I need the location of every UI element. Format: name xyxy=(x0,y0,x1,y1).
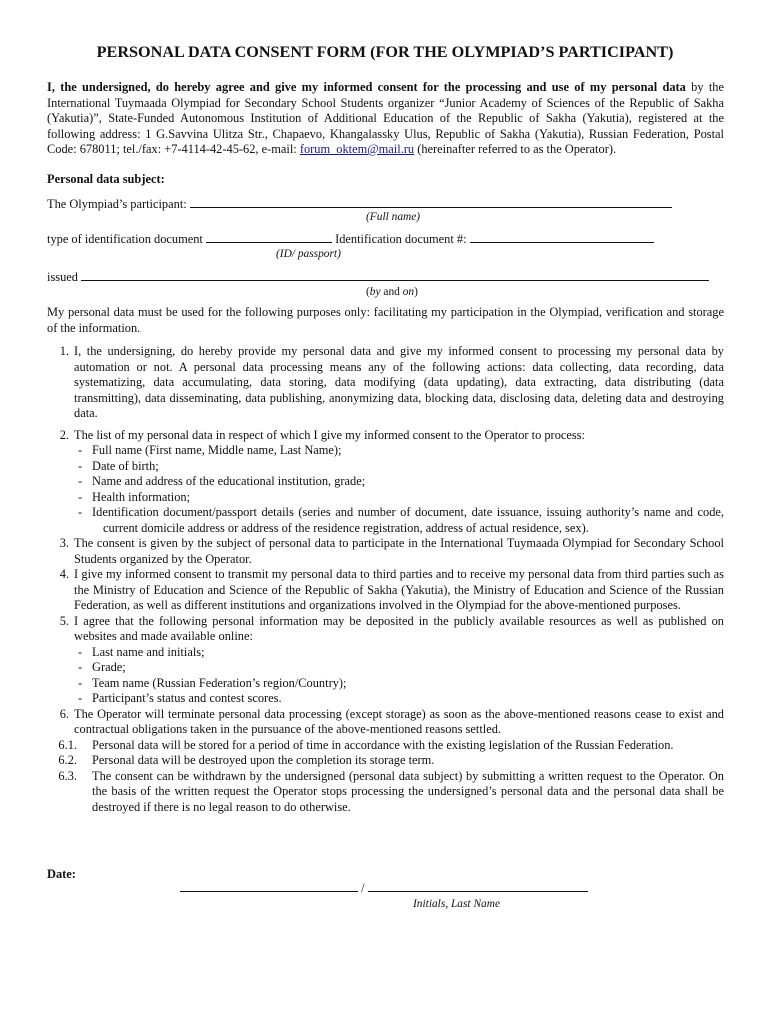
item-text: I agree that the following personal information may be deposited in the publicly available resources as well as published on websites and made available online: xyxy=(74,613,724,643)
item-number: 6.1. xyxy=(58,737,77,752)
item-number: 3. xyxy=(59,536,69,550)
item-number: 6.3. xyxy=(58,768,77,783)
consent-item-1 xyxy=(47,344,724,422)
signature-caption: Initials, Last Name xyxy=(413,898,501,910)
doc-number-blank[interactable] xyxy=(470,231,654,243)
consent-item-6-1 xyxy=(47,738,724,754)
doc-type-blank[interactable] xyxy=(206,231,332,243)
document-field-row xyxy=(47,231,654,248)
item-number: 6.2. xyxy=(58,753,77,767)
bullet-item: - Team name (Russian Federation’s region/Country); xyxy=(78,675,347,690)
consent-items-list xyxy=(47,344,724,815)
initials-blank[interactable] xyxy=(180,880,358,892)
item-text: I, the undersigning, do hereby provide my personal data and give my informed consent to processing my personal data by automation or not. A personal data processing means any of the following actions: data collecting, data recording, data systematizing, data accumulating, data storing, data modifying (data updating), data extracting, data distributing (data transmitting), data disseminating, data publishing, anonymizing data, blocking data, disclosing data, deleting data and destroying data. xyxy=(74,344,724,420)
consent-item-5 xyxy=(47,614,724,645)
signature-row xyxy=(180,880,588,897)
item-number: 2. xyxy=(59,427,69,442)
issued-blank[interactable] xyxy=(81,269,709,281)
bullet-item: - Date of birth; xyxy=(78,458,159,473)
intro-operator-details: by the International Tuymaada Olympiad for Secondary School Students organizer “Junior Academy of Sciences of the Republic of Sakha (Yakutia)”, State-Funded Autonomous Institution of Additional Education of the Republic of Sakha (Yakutia), registered at the following address: 1 G.Savvina Ulitza Str., Chapaevo, Khangalassky Ulus, Republic of Sakha (Yakutia), Russian Federation, Postal Code: 678011; tel./fax: +7-4114-42-45-62, e-mail: xyxy=(47,80,724,156)
item-number: 5. xyxy=(59,613,69,628)
participant-field-row xyxy=(47,196,672,213)
item-number: 6. xyxy=(59,706,69,721)
bullet-item: - Grade; xyxy=(78,660,126,674)
bullet-item: - Name and address of the educational institution, grade; xyxy=(78,474,366,488)
item-text: The consent can be withdrawn by the undersigned (personal data subject) by submitting a written request to the Operator. On the basis of the written request the Operator stops processing the undersigned’s personal data and the personal data shall be destroyed if there is no legal reason to do otherwise. xyxy=(92,768,724,814)
operator-email-link[interactable]: forum_oktem@mail.ru xyxy=(299,142,415,156)
form-title: PERSONAL DATA CONSENT FORM (FOR THE OLYMPIAD’S PARTICIPANT) xyxy=(96,43,674,61)
consent-item-6 xyxy=(47,707,724,738)
consent-item-6-2 xyxy=(47,753,724,769)
participant-name-blank[interactable] xyxy=(190,196,672,208)
consent-item-3 xyxy=(47,536,724,567)
intro-tail: (hereinafter referred to as the Operator). xyxy=(414,142,617,156)
bullet-item: - Participant’s status and contest scores. xyxy=(78,691,282,705)
intro-bold-statement: I, the undersigned, do hereby agree and give my informed consent for the processing and use of my personal data xyxy=(47,80,686,94)
item-text: The Operator will terminate personal data processing (except storage) as soon as the above-mentioned reasons cease to exist and contractual obligations taken in the pursuance of the above-mentioned reasons settled. xyxy=(74,706,724,736)
purposes-paragraph: My personal data must be used for the following purposes only: facilitating my participation in the Olympiad, verification and storage of the information. xyxy=(47,305,724,335)
item-text: The consent is given by the subject of personal data to participate in the International Tuymaada Olympiad for Secondary School Students organized by the Operator. xyxy=(74,536,724,566)
item-number: 4. xyxy=(59,567,69,581)
item-text: The list of my personal data in respect of which I give my informed consent to the Operator to process: xyxy=(74,427,585,442)
subject-heading: Personal data subject: xyxy=(47,172,165,186)
consent-item-4 xyxy=(47,567,724,614)
signature-slash: / xyxy=(358,881,368,895)
consent-item-2 xyxy=(47,428,724,444)
bullet-item: - Identification document/passport details (series and number of document, date issuance, issuing authority’s name and code, current domicile address or address of the residence registration, address of actual residence, sex). xyxy=(78,505,724,535)
bullet-item: - Health information; xyxy=(78,489,191,504)
item-text: Personal data will be stored for a period of time in accordance with the existing legislation of the Russian Federation. xyxy=(92,737,674,752)
issued-caption: (by and on) xyxy=(366,286,418,298)
bullet-item: - Last name and initials; xyxy=(78,644,205,659)
last-name-blank[interactable] xyxy=(368,880,588,892)
doc-caption: (ID/ passport) xyxy=(276,248,341,260)
bullet-item: - Full name (First name, Middle name, Last Name); xyxy=(78,443,342,457)
item-text: I give my informed consent to transmit my personal data to third parties and to receive my personal data from third parties such as the Ministry of Education and Science of the Republic of Sakha (Yakutia), the Ministry of Education and Science of the Russian Federation, as well as different institutions and organizations involved in the Olympiad for the above-mentioned purposes. xyxy=(74,567,724,612)
item-number: 1. xyxy=(59,344,69,358)
consent-item-6-3 xyxy=(47,769,724,816)
issued-field-row xyxy=(47,269,709,286)
participant-label: The Olympiad’s participant: xyxy=(47,197,187,211)
issued-label: issued xyxy=(47,270,78,284)
date-label: Date: xyxy=(47,867,76,881)
doc-type-label: type of identification document xyxy=(47,232,203,246)
fullname-caption: (Full name) xyxy=(366,211,421,223)
item-text: Personal data will be destroyed upon the completion its storage term. xyxy=(92,753,435,767)
doc-number-label: Identification document #: xyxy=(335,232,467,246)
intro-paragraph xyxy=(47,80,724,158)
